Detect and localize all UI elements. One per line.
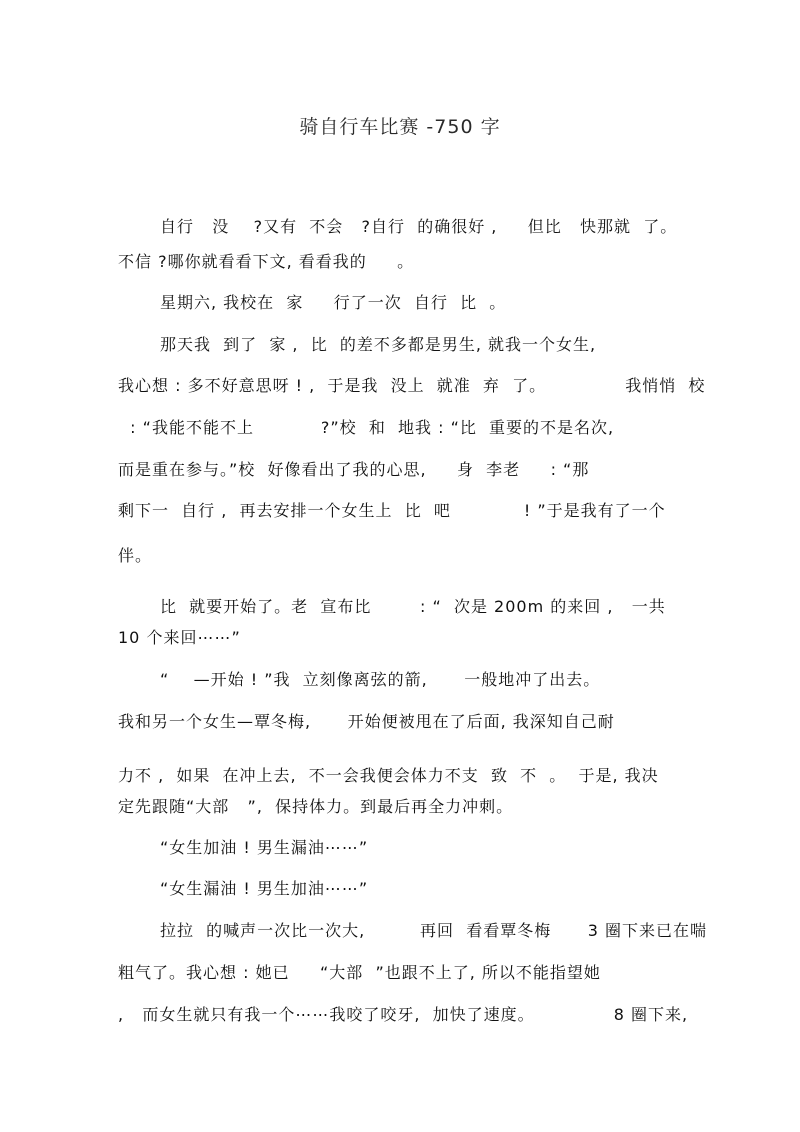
text-line: “ —开始 ! ”我 立刻像离弦的箭, 一般地冲了出去。: [160, 670, 601, 689]
text-line: 力不 , 如果 在冲上去, 不一会我便会体力不支 致 不 。 于是, 我决: [118, 766, 659, 785]
text-line: 不信 ?哪你就看看下文, 看看我的 。: [118, 252, 415, 271]
text-line: 伴。: [118, 546, 153, 565]
text-line: 定先跟随“大部 ”, 保持体力。到最后再全力冲刺。: [118, 797, 514, 816]
text-line: 拉拉 的喊声一次比一次大, 再回 看看覃冬梅 3 圈下来已在喘: [160, 921, 707, 940]
text-line: 剩下一 自行 , 再去安排一个女生上 比 吧 ! ”于是我有了一个: [118, 501, 666, 520]
text-line: “女生加油 ! 男生漏油⋯⋯”: [160, 838, 369, 857]
text-line: , 而女生就只有我一个⋯⋯我咬了咬牙, 加快了速度。 8 圈下来,: [118, 1005, 689, 1024]
text-line: 我和另一个女生—覃冬梅, 开始便被甩在了后面, 我深知自己耐: [118, 712, 615, 731]
text-line: 10 个来回⋯⋯”: [118, 628, 241, 647]
text-line: 而是重在参与。”校 好像看出了我的心思, 身 李老 : “那: [118, 460, 590, 479]
page-title: 骑自行车比赛 -750 字: [299, 116, 501, 138]
text-line: 星期六, 我校在 家 行了一次 自行 比 。: [160, 293, 507, 312]
text-line: : “我能不能不上 ?”校 和 地我 : “比 重要的不是名次,: [118, 418, 615, 437]
text-line: 比 就要开始了。老 宣布比 : “ 次是 200m 的来回 , 一共: [160, 597, 666, 616]
text-line: 那天我 到了 家 , 比 的差不多都是男生, 就我一个女生,: [160, 335, 597, 354]
text-line: 自行 没 ?又有 不会 ?自行 的确很好 , 但比 快那就 了。: [160, 217, 678, 236]
text-line: 粗气了。我心想 : 她已 “大部 ”也跟不上了, 所以不能指望她: [118, 963, 601, 982]
text-line: 我心想 : 多不好意思呀 ! , 于是我 没上 就准 弃 了。 我悄悄 校: [118, 376, 706, 395]
text-line: “女生漏油 ! 男生加油⋯⋯”: [160, 879, 369, 898]
